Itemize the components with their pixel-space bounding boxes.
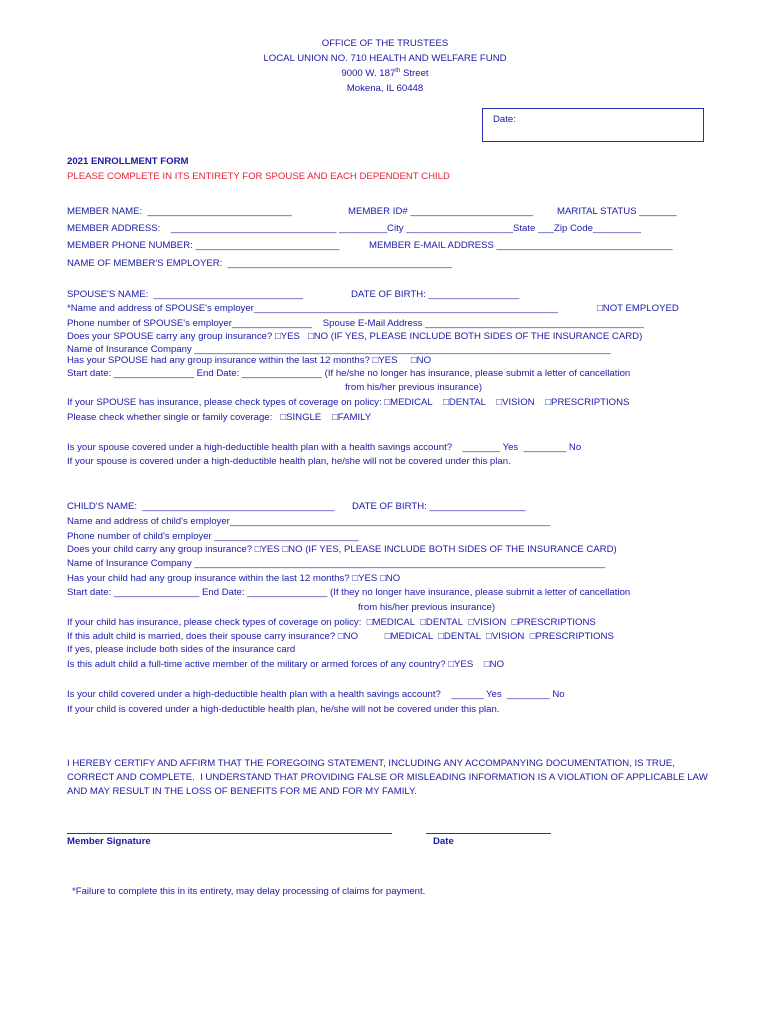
child-carry-insurance-question[interactable]: Does your child carry any group insurance? □YES □NO (IF YES, PLEASE INCLUDE BOTH SIDES OF THE INSURANCE CARD) [67,544,617,555]
date-box-label: Date: [493,114,516,125]
child-dob-field[interactable]: DATE OF BIRTH: __________________ [352,501,526,512]
header-street: 9000 W. 187th Street [341,68,429,79]
spouse-coverage-types-checkboxes[interactable]: If your SPOUSE has insurance, please check types of coverage on policy: □MEDICAL □DENTAL □VISION □PRESCRIPTIONS [67,397,630,408]
child-start-end-date-field[interactable]: Start date: ________________ End Date: _______________ (If they no longer have insurance, please submit a letter of cancellation [67,587,631,598]
spouse-start-end-date-field[interactable]: Start date: _______________ End Date: _______________ (If he/she no longer has insurance, please submit a letter of cancellation [67,368,631,379]
child-name-field[interactable]: CHILD'S NAME: ____________________________________ [67,501,335,512]
spouse-had-insurance-question[interactable]: Has your SPOUSE had any group insurance within the last 12 months? □YES □NO [67,355,432,366]
header-city: Mokena, IL 60448 [346,83,424,94]
child-spouse-insurance-checkboxes[interactable]: If this adult child is married, does their spouse carry insurance? □NO □MEDICAL □DENTAL □VISION □PRESCRIPTIONS [67,631,614,642]
header-fund-name: LOCAL UNION NO. 710 HEALTH AND WELFARE FUND [263,53,507,64]
spouse-dob-field[interactable]: DATE OF BIRTH: _________________ [351,289,520,300]
member-id-field[interactable]: MEMBER ID# _______________________ [348,206,534,217]
certification-line-3: AND MAY RESULT IN THE LOSS OF BENEFITS FOR ME AND FOR MY FAMILY. [67,786,417,797]
child-hdhp-question[interactable]: Is your child covered under a high-deductible health plan with a health savings account? ______ Yes ________ No [67,689,565,700]
header-office: OFFICE OF THE TRUSTEES [321,38,449,49]
spouse-name-field[interactable]: SPOUSE'S NAME: ____________________________ [67,289,303,300]
spouse-hdhp-note: If your spouse is covered under a high-deductible health plan, he/she will not be covered under this plan. [67,456,511,467]
child-coverage-types-checkboxes[interactable]: If your child has insurance, please check types of coverage on policy: □MEDICAL □DENTAL □VISION □PRESCRIPTIONS [67,617,596,628]
member-employer-field[interactable]: NAME OF MEMBER'S EMPLOYER: __________________________________________ [67,258,452,269]
child-employer-phone-field[interactable]: Phone number of child's employer ___________________________ [67,531,359,542]
marital-status-field[interactable]: MARITAL STATUS _______ [557,206,677,217]
signature-date-label: Date [433,836,454,847]
member-email-field[interactable]: MEMBER E-MAIL ADDRESS _________________________________ [369,240,673,251]
member-name-field[interactable]: MEMBER NAME: ___________________________ [67,206,292,217]
member-phone-field[interactable]: MEMBER PHONE NUMBER: ___________________________ [67,240,340,251]
member-signature-label: Member Signature [67,836,151,847]
child-had-insurance-question[interactable]: Has your child had any group insurance within the last 12 months? □YES □NO [67,573,401,584]
member-signature-line[interactable] [67,833,392,834]
spouse-employer-field[interactable]: *Name and address of SPOUSE's employer_________________________________________________________ [67,303,558,314]
spouse-insurance-company-field[interactable]: Name of Insurance Company ______________________________________________________________________________ [67,344,611,355]
spouse-previous-insurance-note: from his/her previous insurance) [345,382,483,393]
child-hdhp-note: If your child is covered under a high-deductible health plan, he/she will not be covered under this plan. [67,704,500,715]
certification-line-1: I HEREBY CERTIFY AND AFFIRM THAT THE FOREGOING STATEMENT, INCLUDING ANY ACCOMPANYING DOCUMENTATION, IS TRUE, [67,758,675,769]
form-instruction: PLEASE COMPLETE IN ITS ENTIRETY FOR SPOUSE AND EACH DEPENDENT CHILD [67,171,450,182]
spouse-employer-phone-field[interactable]: Phone number of SPOUSE's employer_______________ Spouse E-Mail Address _________________________________________ [67,318,644,329]
spouse-not-employed-checkbox[interactable]: □NOT EMPLOYED [597,303,679,314]
child-employer-field[interactable]: Name and address of child's employer____________________________________________________________ [67,516,551,527]
child-military-question[interactable]: Is this adult child a full-time active member of the military or armed forces of any country? □YES □NO [67,659,505,670]
footer-note: *Failure to complete this in its entirety, may delay processing of claims for payment. [72,886,426,897]
signature-date-line[interactable] [426,833,551,834]
member-address-field[interactable]: MEMBER ADDRESS: _______________________________ _________City ____________________State ___Zip Code_________ [67,223,641,234]
spouse-carry-insurance-question[interactable]: Does your SPOUSE carry any group insurance? □YES □NO (IF YES, PLEASE INCLUDE BOTH SIDES OF THE INSURANCE CARD) [67,331,643,342]
date-box[interactable] [482,108,704,142]
certification-line-2: CORRECT AND COMPLETE. I UNDERSTAND THAT PROVIDING FALSE OR MISLEADING INFORMATION IS A VIOLATION OF APPLICABLE LAW [67,772,708,783]
spouse-hdhp-question[interactable]: Is your spouse covered under a high-deductible health plan with a health savings account? _______ Yes ________ No [67,442,582,453]
spouse-single-family-checkboxes[interactable]: Please check whether single or family coverage: □SINGLE □FAMILY [67,412,372,423]
form-title: 2021 ENROLLMENT FORM [67,156,189,167]
child-married-note: If yes, please include both sides of the insurance card [67,644,296,655]
child-previous-insurance-note: from his/her previous insurance) [358,602,496,613]
child-insurance-company-field[interactable]: Name of Insurance Company _____________________________________________________________________________ [67,558,606,569]
